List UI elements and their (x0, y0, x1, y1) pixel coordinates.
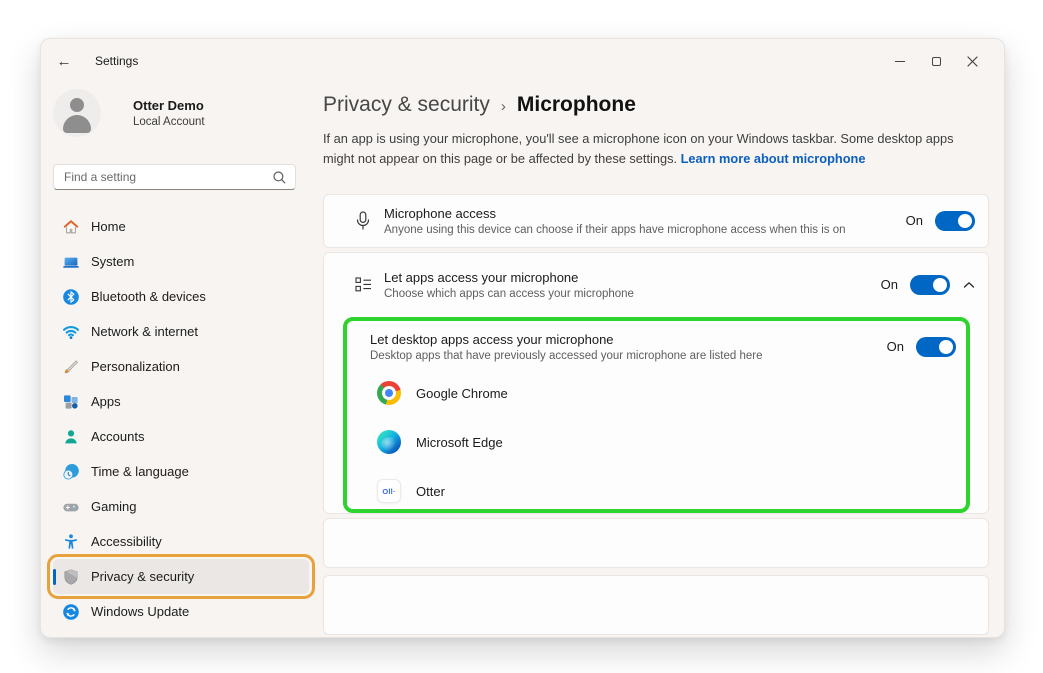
setting-subtitle: Desktop apps that have previously accessed your microphone are listed here (370, 349, 763, 362)
sidebar-item-label: Windows Update (91, 604, 190, 619)
setting-title: Microphone access (384, 205, 496, 221)
sidebar-item-privacy-security[interactable] (53, 559, 309, 594)
let-apps-access-card (323, 252, 989, 514)
toggle-state-label: On (880, 277, 898, 293)
sidebar-item-network[interactable] (53, 314, 309, 349)
breadcrumb (323, 83, 1004, 117)
sidebar-item-label: Accounts (91, 429, 145, 444)
search-box (53, 164, 296, 190)
sidebar-item-label: Apps (91, 394, 121, 409)
sidebar-item-label: Home (91, 219, 126, 234)
shield-icon (62, 568, 80, 586)
toggle-state-label: On (905, 213, 923, 229)
description-text: If an app is using your microphone, you'll see a microphone icon on your Windows taskbar. Some desktop apps might not appear on this page or be affected by these settings. (323, 131, 954, 167)
desktop-apps-access-toggle[interactable] (916, 337, 956, 357)
search-input[interactable] (54, 165, 295, 189)
user-profile[interactable] (53, 89, 321, 137)
let-apps-access-header[interactable] (324, 253, 988, 317)
update-icon (62, 603, 80, 621)
avatar (53, 89, 101, 137)
sidebar-item-accessibility[interactable] (53, 524, 309, 559)
sidebar-item-personalization[interactable] (53, 349, 309, 384)
clock-globe-icon (62, 463, 80, 481)
settings-card-empty-1 (323, 518, 989, 568)
sidebar-item-accounts[interactable] (53, 419, 309, 454)
app-name: Google Chrome (416, 385, 508, 401)
sidebar-item-home[interactable] (53, 209, 309, 244)
maximize-button[interactable] (918, 46, 954, 76)
sidebar-item-windows-update[interactable] (53, 594, 309, 629)
microphone-icon (356, 211, 370, 231)
sidebar-item-label: System (91, 254, 135, 269)
person-icon (62, 428, 80, 446)
let-apps-access-toggle[interactable] (910, 275, 950, 295)
bluetooth-icon (62, 288, 80, 306)
page-title: Microphone (516, 93, 636, 116)
minimize-icon (895, 61, 905, 62)
annotation-highlight-green (343, 317, 970, 513)
app-row-google-chrome (347, 369, 966, 418)
microsoft-edge-icon (377, 430, 401, 454)
otter-logo-text: Oll· (382, 486, 396, 496)
setting-title: Let apps access your microphone (384, 269, 579, 285)
sidebar-item-label: Personalization (91, 359, 180, 374)
app-list-icon (355, 277, 371, 292)
sidebar-item-label: Time & language (91, 464, 189, 479)
app-row-otter (347, 467, 966, 513)
sidebar-item-time-language[interactable] (53, 454, 309, 489)
user-name: Otter Demo (133, 98, 204, 113)
sidebar-item-label: Gaming (91, 499, 137, 514)
desktop-apps-header (347, 321, 966, 363)
sidebar-item-label: Bluetooth & devices (91, 289, 206, 304)
sidebar-item-system[interactable] (53, 244, 309, 279)
sidebar-item-gaming[interactable] (53, 489, 309, 524)
titlebar (41, 39, 1004, 83)
back-arrow-icon: ← (56, 52, 72, 70)
chevron-up-icon (963, 281, 975, 289)
setting-subtitle: Anyone using this device can choose if their apps have microphone access when this is on (384, 223, 846, 236)
close-button[interactable] (954, 46, 990, 76)
sidebar-item-apps[interactable] (53, 384, 309, 419)
setting-title: Let desktop apps access your microphone (370, 331, 614, 347)
collapse-section-button[interactable] (963, 281, 975, 289)
sidebar-item-bluetooth[interactable] (53, 279, 309, 314)
page-description (323, 129, 987, 170)
window-title: Settings (95, 54, 139, 68)
sidebar-nav (41, 209, 321, 629)
system-icon (62, 253, 80, 271)
apps-icon (62, 393, 80, 411)
breadcrumb-separator-icon: › (500, 98, 506, 115)
search-icon (272, 170, 287, 185)
otter-icon (377, 479, 401, 503)
toggle-state-label: On (886, 339, 904, 355)
learn-more-link[interactable]: Learn more about microphone (680, 151, 866, 167)
settings-card-empty-2 (323, 575, 989, 635)
close-icon (967, 56, 978, 67)
microphone-access-toggle[interactable] (935, 211, 975, 231)
sidebar-item-label: Accessibility (91, 534, 162, 549)
minimize-button[interactable] (882, 46, 918, 76)
wifi-icon (62, 323, 80, 341)
settings-window (40, 38, 1005, 638)
maximize-icon (932, 57, 941, 66)
sidebar-item-label: Privacy & security (91, 569, 195, 584)
paintbrush-icon (62, 358, 80, 376)
breadcrumb-parent[interactable]: Privacy & security (323, 93, 490, 116)
gamepad-icon (62, 498, 80, 516)
selected-indicator (53, 569, 56, 585)
sidebar-item-label: Network & internet (91, 324, 198, 339)
accessibility-icon (62, 533, 80, 551)
app-name: Otter (416, 483, 445, 499)
user-account-type: Local Account (133, 116, 205, 128)
main-content (323, 83, 1004, 637)
setting-subtitle: Choose which apps can access your microphone (384, 287, 634, 300)
window-controls (882, 39, 1004, 83)
app-row-microsoft-edge (347, 418, 966, 467)
google-chrome-icon (377, 381, 401, 405)
back-button[interactable] (49, 48, 79, 74)
microphone-access-card (323, 194, 989, 248)
app-name: Microsoft Edge (416, 434, 503, 450)
sidebar (41, 83, 321, 637)
home-icon (62, 218, 80, 236)
